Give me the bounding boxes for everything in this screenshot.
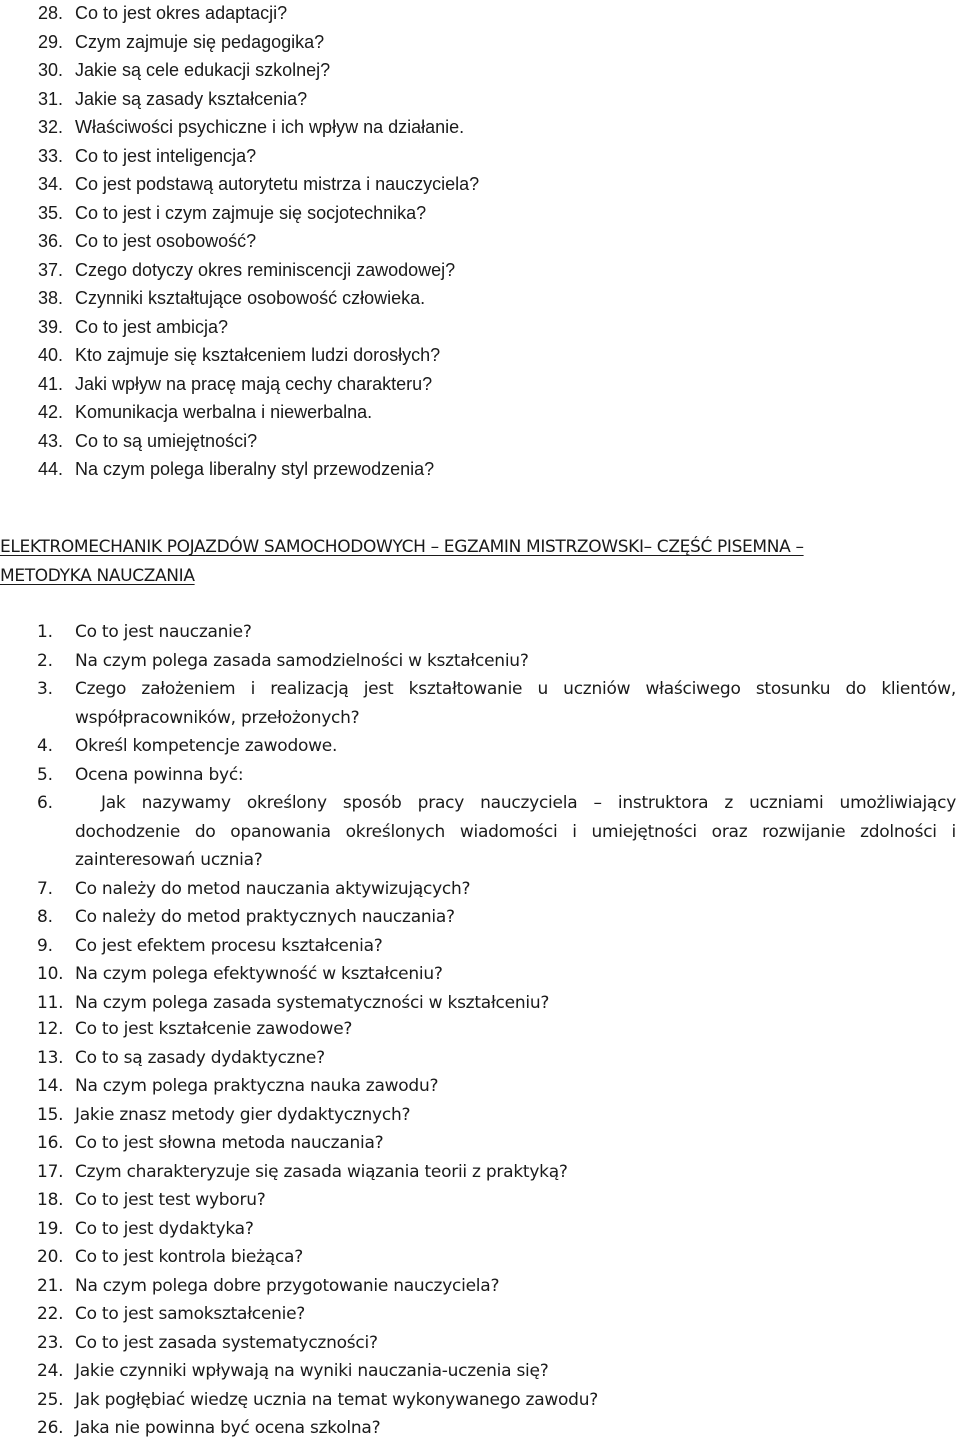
item-text: Co jest podstawą autorytetu mistrza i nauczyciela? — [75, 174, 480, 194]
item-number: 30. — [38, 60, 64, 80]
item-text: Co to są zasady dydaktyczne? — [75, 1047, 325, 1068]
item-number: 15. — [37, 1104, 64, 1125]
item-text: Czynniki kształtujące osobowość człowieka. — [75, 288, 426, 308]
section-heading-line-1: ELEKTROMECHANIK POJAZDÓW SAMOCHODOWYCH – EGZAMIN MISTRZOWSKI– CZĘŚĆ PISEMNA – — [0, 537, 804, 557]
item-text: Co to jest kontrola bieżąca? — [75, 1247, 303, 1267]
item-text: Co jest efektem procesu kształcenia? — [75, 935, 383, 956]
item-number: 4. — [37, 736, 53, 756]
item-number: 7. — [37, 878, 53, 899]
question-list-continued — [0, 0, 960, 484]
list-item — [0, 789, 960, 875]
list-item — [0, 1129, 960, 1158]
list-item — [0, 1186, 960, 1215]
question-list-methodology-continued — [0, 1015, 960, 1443]
item-text: Określ kompetencje zawodowe. — [75, 736, 338, 756]
list-item — [0, 1044, 960, 1073]
item-text: Na czym polega zasada samodzielności w kształceniu? — [75, 650, 529, 671]
list-item — [0, 960, 960, 989]
item-text: Co to jest kształcenie zawodowe? — [75, 1019, 353, 1039]
list-item — [0, 142, 960, 171]
list-item — [0, 199, 960, 228]
item-number: 10. — [37, 964, 64, 984]
list-item — [0, 618, 960, 647]
list-item — [0, 1015, 960, 1044]
item-text: Czego dotyczy okres reminiscencji zawodowej? — [75, 259, 456, 280]
item-text: Co to jest test wyboru? — [75, 1190, 266, 1210]
item-text: Na czym polega liberalny styl przewodzenia? — [75, 459, 435, 479]
list-item — [0, 28, 960, 57]
list-item — [0, 1329, 960, 1358]
item-text: Na czym polega efektywność w kształceniu? — [75, 964, 443, 984]
item-text: Co to jest samokształcenie? — [75, 1304, 306, 1324]
list-item — [0, 227, 960, 256]
section-heading-line-2: METODYKA NAUCZANIA — [0, 566, 195, 586]
item-text: Jakie czynniki wpływają na wyniki nauczania-uczenia się? — [75, 1361, 549, 1381]
list-item — [0, 675, 960, 732]
list-item — [0, 370, 960, 399]
item-text: Co to jest i czym zajmuje się socjotechnika? — [75, 202, 427, 223]
item-number: 21. — [37, 1275, 64, 1296]
list-item — [0, 427, 960, 456]
list-item — [0, 341, 960, 370]
item-text: Co to jest ambicja? — [75, 316, 229, 337]
item-number: 3. — [37, 679, 53, 699]
item-text: Czym zajmuje się pedagogika? — [75, 31, 325, 52]
list-item — [0, 932, 960, 961]
item-text: Właściwości psychiczne i ich wpływ na działanie. — [75, 117, 465, 137]
list-item — [0, 284, 960, 313]
item-number: 6. — [37, 793, 53, 813]
list-item — [0, 455, 960, 484]
item-number: 31. — [38, 88, 64, 109]
list-item — [0, 85, 960, 114]
item-number: 9. — [37, 935, 53, 956]
item-number: 36. — [38, 231, 64, 251]
list-item — [0, 1272, 960, 1301]
list-item — [0, 903, 960, 932]
list-item — [0, 1414, 960, 1443]
item-text: Na czym polega zasada systematyczności w kształceniu? — [75, 992, 550, 1013]
item-number: 8. — [37, 907, 53, 927]
item-text: Co to jest dydaktyka? — [75, 1218, 254, 1239]
list-item — [0, 56, 960, 85]
section-heading — [0, 533, 960, 591]
item-text: Czego założeniem i realizacją jest kształtowanie u uczniów właściwego stosunku do klientów, współpracowników, przełożonych? — [75, 679, 956, 728]
item-number: 22. — [37, 1304, 64, 1324]
item-number: 12. — [37, 1019, 64, 1039]
item-number: 33. — [38, 145, 64, 166]
item-number: 37. — [38, 259, 64, 280]
item-number: 28. — [38, 3, 64, 23]
item-text: Co to są umiejętności? — [75, 430, 258, 451]
item-text: Czym charakteryzuje się zasada wiązania teorii z praktyką? — [75, 1161, 568, 1182]
list-item — [0, 1243, 960, 1272]
item-number: 19. — [37, 1218, 64, 1239]
list-item — [0, 0, 960, 28]
item-number: 24. — [37, 1361, 64, 1381]
item-text: Jakie są zasady kształcenia? — [75, 88, 308, 109]
item-text: Co należy do metod nauczania aktywizujących? — [75, 878, 471, 899]
item-number: 2. — [37, 650, 53, 671]
item-number: 34. — [38, 174, 64, 194]
list-item — [0, 1357, 960, 1386]
item-number: 13. — [37, 1047, 64, 1068]
list-item — [0, 732, 960, 761]
list-item — [0, 1386, 960, 1415]
item-text: Jakie znasz metody gier dydaktycznych? — [75, 1104, 411, 1125]
list-item — [0, 1158, 960, 1187]
list-item — [0, 989, 960, 1018]
question-list-methodology — [0, 618, 960, 1017]
item-text: Co to jest słowna metoda nauczania? — [75, 1133, 384, 1153]
item-number: 43. — [38, 430, 64, 451]
item-text: Ocena powinna być: — [75, 764, 244, 785]
item-text: Na czym polega dobre przygotowanie nauczyciela? — [75, 1275, 500, 1296]
item-number: 41. — [38, 373, 64, 394]
list-item — [0, 113, 960, 142]
item-text: Jaka nie powinna być ocena szkolna? — [75, 1418, 381, 1438]
list-item — [0, 1300, 960, 1329]
list-item — [0, 647, 960, 676]
list-item — [0, 170, 960, 199]
item-number: 40. — [38, 345, 64, 365]
item-text: Jaki wpływ na pracę mają cechy charakteru? — [75, 373, 433, 394]
list-item — [0, 1072, 960, 1101]
item-number: 23. — [37, 1332, 64, 1353]
item-text: Jak nazywamy określony sposób pracy nauczyciela – instruktora z uczniami umożliwiający dochodzenie do opanowania określonych wiadomości i umiejętności oraz rozwijanie zdolności i zainteresowań ucznia? — [75, 793, 956, 870]
list-item — [0, 1215, 960, 1244]
item-number: 16. — [37, 1133, 64, 1153]
list-item — [0, 875, 960, 904]
list-item — [0, 256, 960, 285]
item-text: Co należy do metod praktycznych nauczania? — [75, 907, 455, 927]
item-text: Co to jest inteligencja? — [75, 145, 257, 166]
item-number: 20. — [37, 1247, 64, 1267]
item-number: 1. — [37, 622, 53, 642]
item-number: 5. — [37, 764, 53, 785]
item-number: 17. — [37, 1161, 64, 1182]
list-item — [0, 1101, 960, 1130]
item-text: Kto zajmuje się kształceniem ludzi dorosłych? — [75, 345, 441, 365]
item-number: 25. — [37, 1389, 64, 1410]
item-number: 14. — [37, 1076, 64, 1096]
item-text: Na czym polega praktyczna nauka zawodu? — [75, 1076, 439, 1096]
list-item — [0, 761, 960, 790]
item-number: 38. — [38, 288, 64, 308]
item-text: Komunikacja werbalna i niewerbalna. — [75, 402, 373, 422]
item-text: Jak pogłębiać wiedzę ucznia na temat wykonywanego zawodu? — [75, 1389, 599, 1410]
list-item — [0, 398, 960, 427]
item-text: Co to jest nauczanie? — [75, 622, 252, 642]
item-number: 44. — [38, 459, 64, 479]
item-number: 32. — [38, 117, 64, 137]
item-number: 26. — [37, 1418, 64, 1438]
item-number: 29. — [38, 31, 64, 52]
item-number: 42. — [38, 402, 64, 422]
item-number: 18. — [37, 1190, 64, 1210]
item-number: 39. — [38, 316, 64, 337]
item-text: Co to jest osobowość? — [75, 231, 257, 251]
item-text: Jakie są cele edukacji szkolnej? — [75, 60, 331, 80]
item-text: Co to jest okres adaptacji? — [75, 3, 288, 23]
item-number: 35. — [38, 202, 64, 223]
list-item — [0, 313, 960, 342]
item-number: 11. — [37, 992, 64, 1013]
item-text: Co to jest zasada systematyczności? — [75, 1332, 378, 1353]
